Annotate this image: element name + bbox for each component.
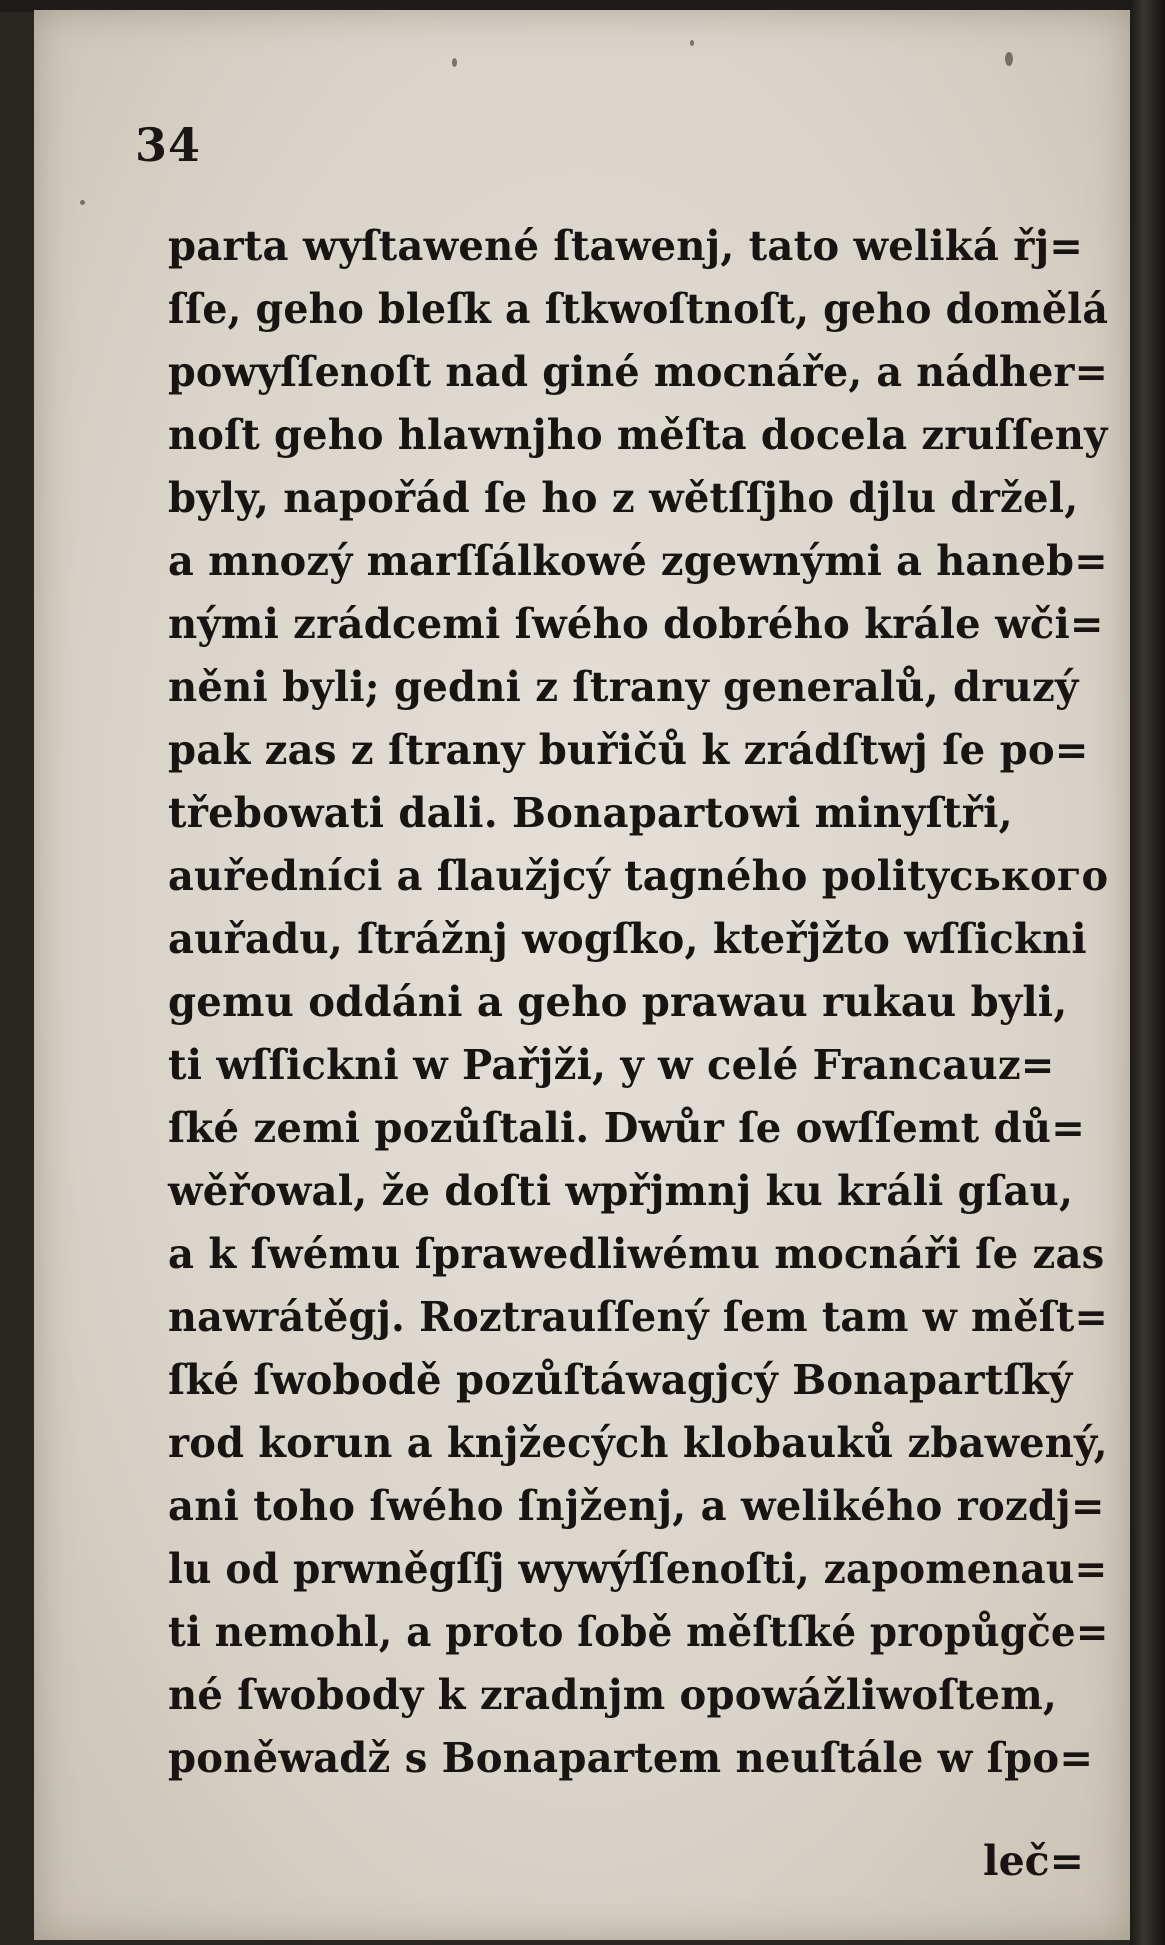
book-binding-edge [1130,0,1165,1945]
text-line: né ſwobody k zradnjm opowážliwoſtem, [168,1671,1058,1719]
text-line: a k ſwému ſprawedliwému mocnáři ſe zas [168,1230,1105,1278]
text-line: něni byli; gedni z ſtrany generalů, druzý [168,663,1079,711]
text-line: a mnozý marſſálkowé zgewnými a haneb= [168,537,1108,585]
text-line: byly, napořád ſe ho z wětſſjho djlu držel, [168,474,1079,522]
text-line: ani toho ſwého ſnjženj, a welikého rozdj= [168,1482,1105,1530]
text-line: ſké ſwobodě pozůſtáwagjcý Bonapartſký [168,1356,1073,1404]
body-text [168,215,1128,1790]
text-line: auředníci a ſlaužjcý tagného politycького [168,852,1109,900]
page-number: 34 [135,118,202,172]
text-line: třebowati dali. Bonapartowi minyſtři, [168,789,1013,837]
text-line: gemu oddáni a geho prawau rukau byli, [168,978,1068,1026]
text-line: parta wyſtawené ſtawenj, tato weliká řj= [168,222,1084,270]
text-line: powyſſenoſt nad giné mocnáře, a nádher= [168,348,1108,396]
text-line: ſké zemi pozůſtali. Dwůr ſe owſſemt dů= [168,1104,1086,1152]
text-line: noſt geho hlawnjho měſta docela zruſſeny [168,411,1108,459]
text-line: lu od prwněgſſj wywýſſenoſti, zapomenau= [168,1545,1108,1593]
text-line: nými zrádcemi ſwého dobrého krále wči= [168,600,1104,648]
text-line: ti wſſickni w Pařjži, y w celé Francauz= [168,1041,1055,1089]
ink-speck [452,58,457,67]
text-line: ſſe, geho bleſk a ſtkwoſtnoſt, geho domělá [168,285,1109,333]
ink-speck [690,40,694,46]
ink-speck [80,200,85,205]
catchword: leč= [983,1837,1084,1885]
text-line: auřadu, ſtrážnj wogſko, kteřjžto wſſickni [168,915,1087,963]
text-line: poněwadž s Bonapartem neuſtále w ſpo= [168,1734,1094,1782]
text-line: pak zas z ſtrany buřičů k zrádſtwj ſe po= [168,726,1089,774]
text-line: rod korun a knjžecých klobauků zbawený, [168,1419,1108,1467]
text-line: nawrátěgj. Roztrauſſený ſem tam w měſt= [168,1293,1109,1341]
ink-speck [1005,52,1013,66]
text-line: wěřowal, že doſti wpřjmnj ku králi gſau, [168,1167,1074,1215]
text-line: ti nemohl, a proto ſobě měſtſké propůgče= [168,1608,1109,1656]
